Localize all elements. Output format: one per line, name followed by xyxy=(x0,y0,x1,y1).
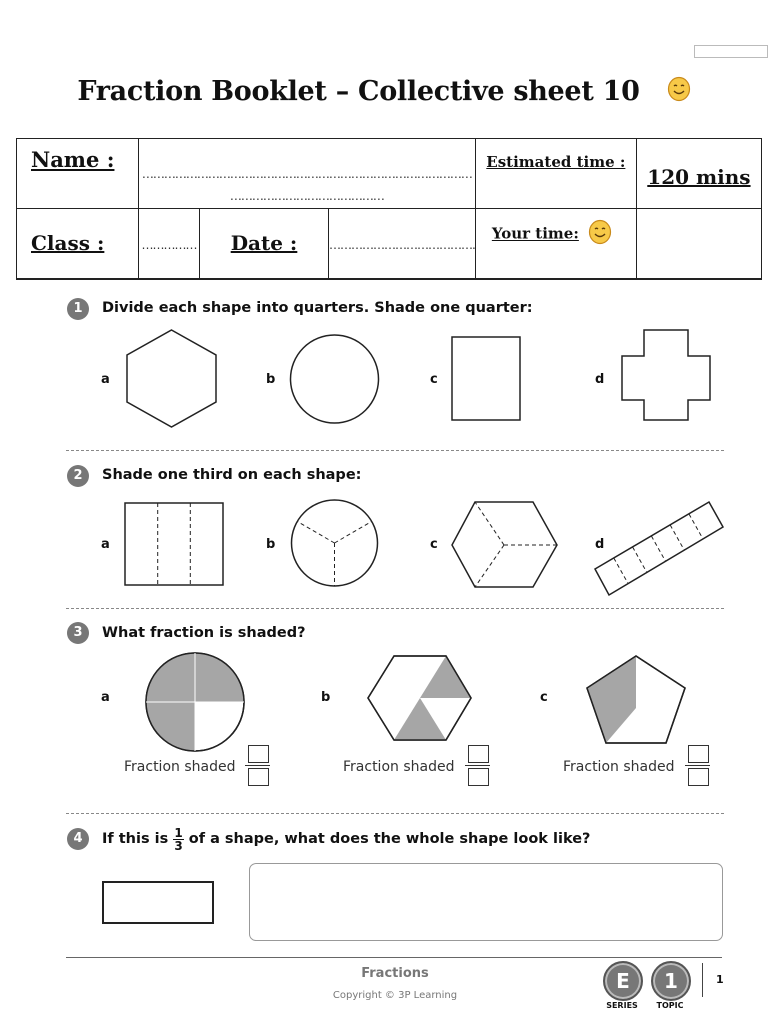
q1-circle xyxy=(291,335,379,423)
class-label: Class : xyxy=(17,209,139,279)
section-divider xyxy=(66,813,724,814)
class-field[interactable] xyxy=(139,209,200,279)
q2-letter-a: a xyxy=(101,537,110,552)
q2-shapes xyxy=(0,495,768,605)
fraction-shaded-label-a: Fraction shaded xyxy=(124,759,236,775)
q3-pentagon xyxy=(587,656,685,743)
fraction-bar xyxy=(245,765,270,766)
fraction-input-c[interactable] xyxy=(688,745,710,786)
q4-text-after: of a shape, what does the whole shape look like? xyxy=(188,831,591,847)
section-divider xyxy=(66,450,724,451)
name-dots-line-2: …………………………………… xyxy=(229,188,384,203)
class-dots: …………… xyxy=(141,237,197,252)
topic-label: TOPIC xyxy=(656,1001,684,1010)
fraction-input-a[interactable] xyxy=(248,745,270,786)
header-table xyxy=(16,138,762,280)
q4-one-third-rectangle xyxy=(102,881,214,924)
series-label: SERIES xyxy=(606,1001,638,1010)
q3-letter-c: c xyxy=(540,690,548,705)
numerator-box[interactable] xyxy=(688,745,709,763)
date-dots: …………………………………. xyxy=(329,237,475,252)
q2-parallelogram-strip xyxy=(595,502,723,595)
footer-title: Fractions xyxy=(361,966,429,981)
q4-answer-box[interactable] xyxy=(249,863,723,941)
question-2-text: Shade one third on each shape: xyxy=(102,467,362,483)
question-1-text: Divide each shape into quarters. Shade one quarter: xyxy=(102,300,533,316)
your-time-label: Your time: xyxy=(491,224,579,243)
q2-circle xyxy=(292,500,378,586)
fraction-input-b[interactable] xyxy=(468,745,490,786)
q1-hexagon xyxy=(127,330,216,427)
q4-text-before: If this is xyxy=(102,831,169,847)
q3-letter-a: a xyxy=(101,690,110,705)
question-number-4: 4 xyxy=(67,828,89,850)
topic-badge: 1 xyxy=(651,961,691,1001)
numerator-box[interactable] xyxy=(248,745,269,763)
smiley-icon xyxy=(667,76,691,109)
series-badge: E xyxy=(603,961,643,1001)
one-third-fraction xyxy=(173,827,183,852)
q2-rectangle xyxy=(125,503,223,585)
q1-letter-b: b xyxy=(266,372,276,387)
date-label: Date : xyxy=(200,209,329,279)
q2-letter-b: b xyxy=(266,537,276,552)
q1-cross xyxy=(622,330,710,420)
q3-shapes xyxy=(0,650,768,755)
denominator-box[interactable] xyxy=(688,768,709,786)
denominator-box[interactable] xyxy=(468,768,489,786)
name-field[interactable] xyxy=(139,139,476,209)
q1-shapes xyxy=(0,320,768,440)
fraction-shaded-label-b: Fraction shaded xyxy=(343,759,455,775)
name-label: Name : xyxy=(17,139,139,209)
numerator-box[interactable] xyxy=(468,745,489,763)
q1-letter-d: d xyxy=(595,372,605,387)
fraction-bar xyxy=(685,765,710,766)
question-number-3: 3 xyxy=(67,622,89,644)
denominator-box[interactable] xyxy=(248,768,269,786)
q3-hexagon-sixths xyxy=(368,656,471,740)
q3-letter-b: b xyxy=(321,690,331,705)
fraction-numerator: 1 xyxy=(174,825,183,840)
q1-letter-c: c xyxy=(430,372,438,387)
estimated-time-label: Estimated time : xyxy=(475,139,636,209)
q2-hexagon xyxy=(452,502,557,587)
q3-circle-quarters xyxy=(146,653,244,751)
estimated-time-value: 120 mins xyxy=(636,139,761,209)
name-dots-line-1: ……………………………………………………………………………… xyxy=(141,166,472,181)
footer-line xyxy=(66,957,722,958)
question-4-text xyxy=(102,823,590,855)
fraction-shaded-label-c: Fraction shaded xyxy=(563,759,675,775)
question-3-text: What fraction is shaded? xyxy=(102,625,306,641)
q1-rectangle xyxy=(452,337,520,420)
fraction-bar xyxy=(465,765,490,766)
your-time-cell xyxy=(475,209,636,279)
your-time-field[interactable] xyxy=(636,209,761,279)
date-field[interactable] xyxy=(329,209,476,279)
page-title xyxy=(0,76,768,109)
page-number: 1 xyxy=(716,973,724,986)
q1-letter-a: a xyxy=(101,372,110,387)
footer-separator xyxy=(702,963,703,997)
fraction-denominator: 3 xyxy=(174,838,183,853)
q2-letter-c: c xyxy=(430,537,438,552)
title-text: Fraction Booklet – Collective sheet 10 xyxy=(77,76,640,107)
section-divider xyxy=(66,608,724,609)
footer-copyright: Copyright © 3P Learning xyxy=(332,990,458,1001)
q2-letter-d: d xyxy=(595,537,605,552)
top-right-box xyxy=(694,45,768,58)
smiley-icon xyxy=(588,219,612,249)
question-number-1: 1 xyxy=(67,298,89,320)
question-number-2: 2 xyxy=(67,465,89,487)
